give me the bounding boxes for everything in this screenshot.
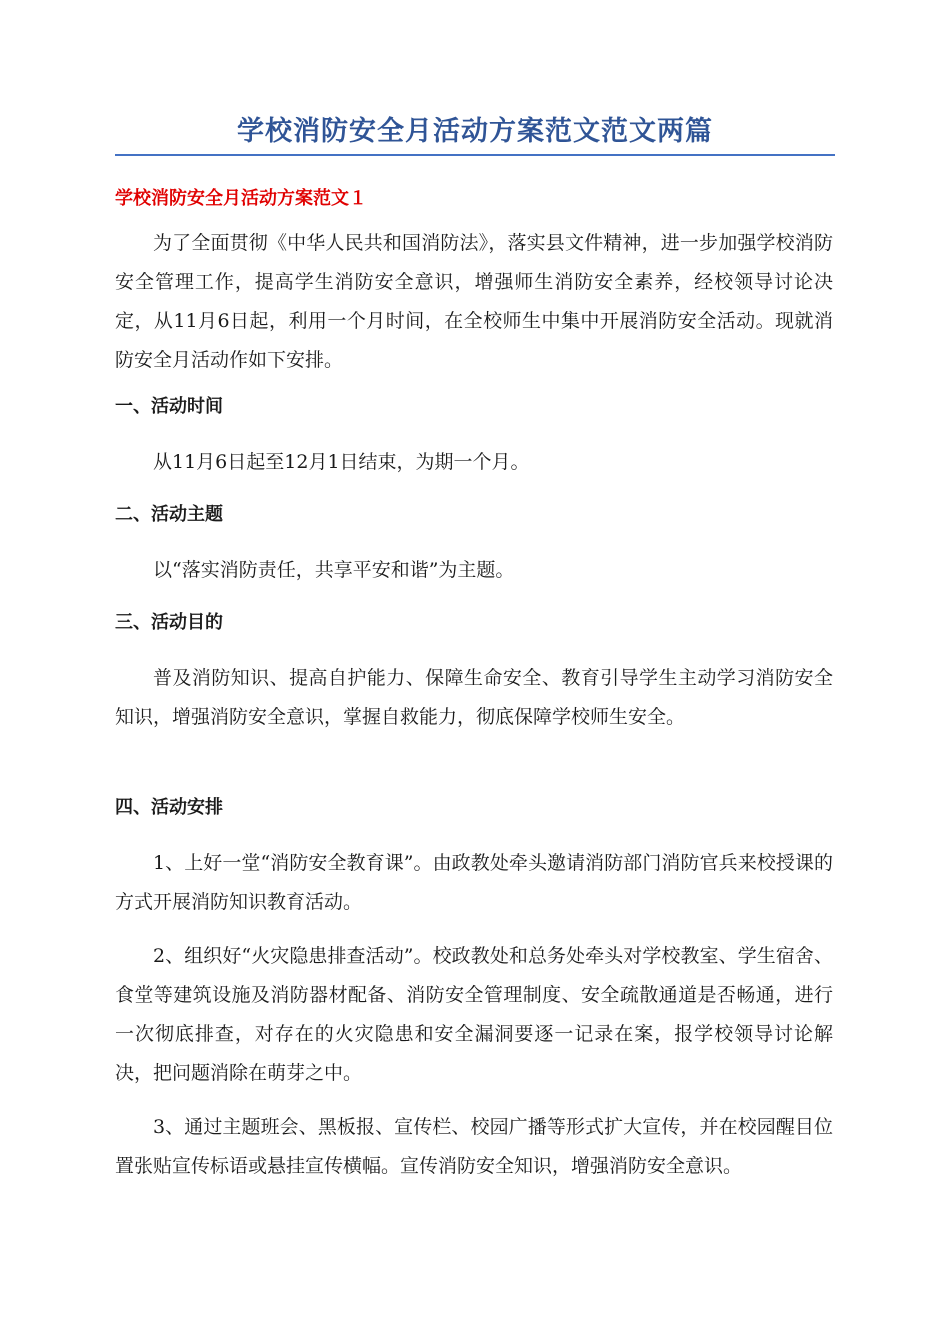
heading-activity-arrangement: 四、活动安排 (115, 797, 223, 818)
paragraph-arrangement-1: 1、上好一堂“消防安全教育课”。由政教处牵头邀请消防部门消防官兵来校授课的方式开展消防知识教育活动。 (115, 852, 833, 913)
paragraph-arrangement-2: 2、组织好“火灾隐患排查活动”。校政教处和总务处牵头对学校教室、学生宿舍、食堂等建筑设施及消防器材配备、消防安全管理制度、安全疏散通道是否畅通，进行一次彻底排查，对存在的火灾隐患和安全漏洞要逐一记录在案，报学校领导讨论解决，把问题消除在萌芽之中。 (115, 945, 833, 1084)
document-title: 学校消防安全月活动方案范文范文两篇 (237, 116, 713, 147)
paragraph-arrangement-3: 3、通过主题班会、黑板报、宣传栏、校园广播等形式扩大宣传，并在校园醒目位置张贴宣传标语或悬挂宣传横幅。宣传消防安全知识，增强消防安全意识。 (115, 1116, 833, 1177)
heading-activity-theme: 二、活动主题 (115, 504, 223, 525)
section-subtitle: 学校消防安全月活动方案范文１ (115, 188, 367, 209)
paragraph-activity-theme: 以“落实消防责任，共享平安和谐”为主题。 (153, 559, 515, 581)
intro-paragraph: 为了全面贯彻《中华人民共和国消防法》，落实县文件精神，进一步加强学校消防安全管理工作，提高学生消防安全意识，增强师生消防安全素养，经校领导讨论决定，从11月6日起，利用一个月时间，在全校师生中集中开展消防安全活动。现就消防安全月活动作如下安排。 (115, 232, 833, 371)
paragraph-activity-purpose: 普及消防知识、提高自护能力、保障生命安全、教育引导学生主动学习消防安全知识，增强消防安全意识，掌握自救能力，彻底保障学校师生安全。 (115, 667, 833, 728)
heading-activity-purpose: 三、活动目的 (115, 612, 223, 633)
heading-activity-time: 一、活动时间 (115, 396, 223, 417)
paragraph-activity-time: 从11月6日起至12月1日结束，为期一个月。 (153, 451, 530, 473)
title-underline (115, 154, 835, 156)
